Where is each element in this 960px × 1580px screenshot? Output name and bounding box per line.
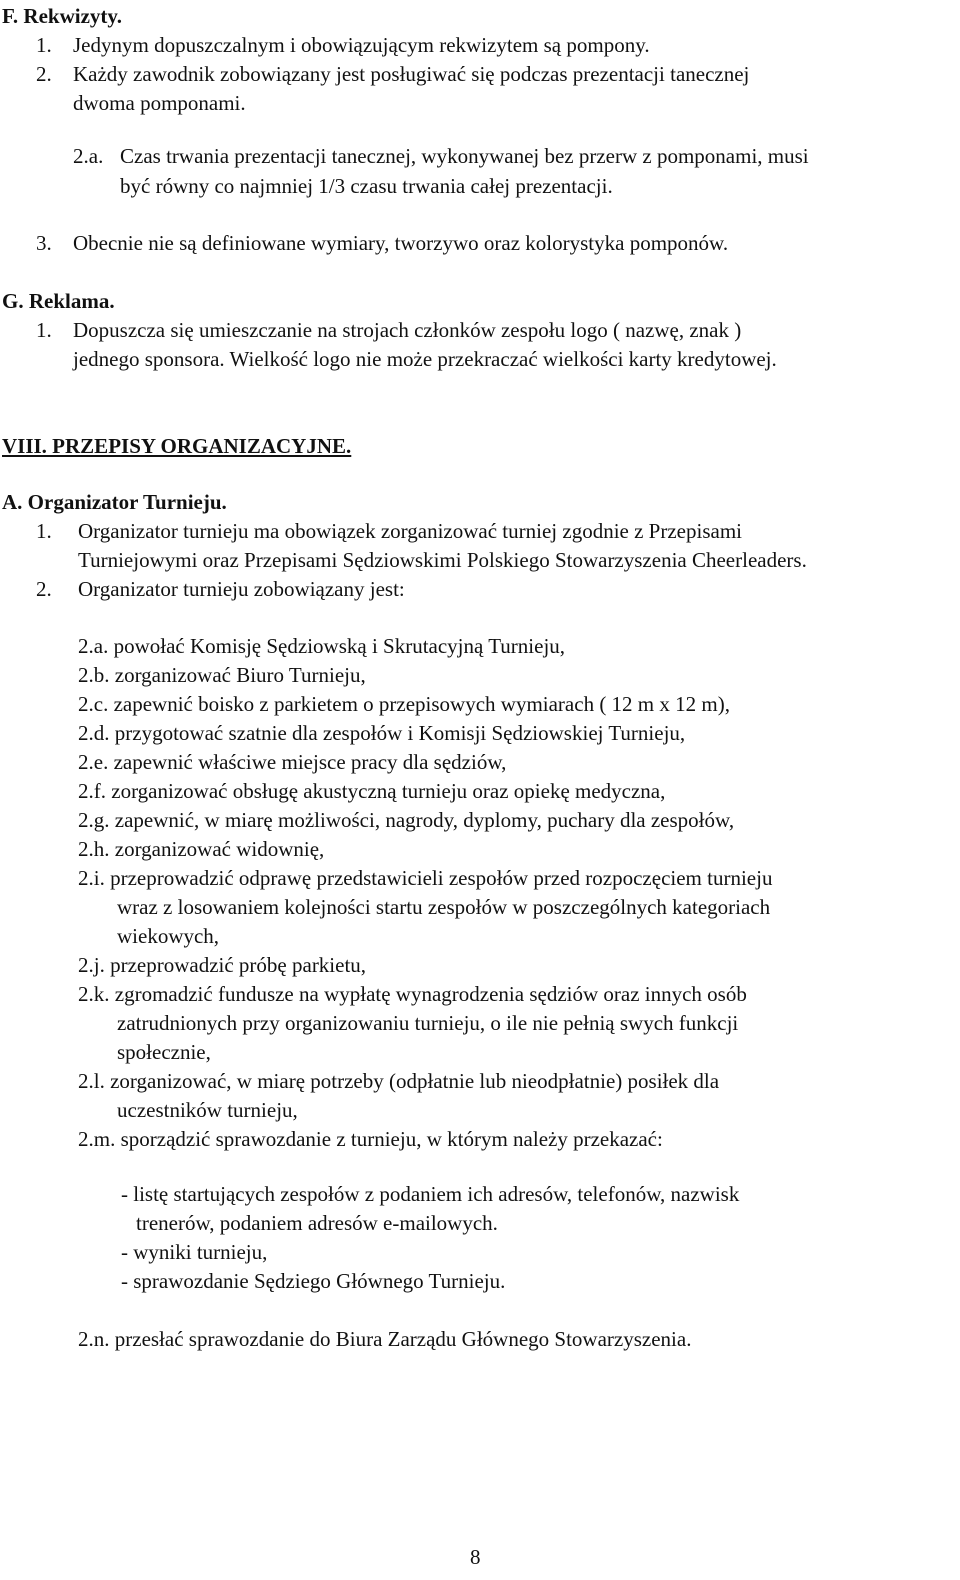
duty-item [78, 690, 938, 719]
report-item: - wyniki turnieju, [121, 1240, 268, 1264]
duty-item [78, 661, 938, 690]
duty-text: sporządzić sprawozdanie z turnieju, w którym należy przekazać: [120, 1127, 663, 1151]
duty-item [78, 719, 938, 748]
duty-item [78, 980, 938, 1009]
item-text-line: Czas trwania prezentacji tanecznej, wykonywanej bez przerw z pomponami, musi [120, 144, 809, 168]
duty-text: przeprowadzić odprawę przedstawicieli zespołów przed rozpoczęciem turnieju [110, 866, 773, 890]
item-number: 2. [36, 62, 52, 86]
item-number: 2. [36, 577, 52, 601]
duty-item [78, 951, 938, 980]
duty-text: zorganizować, w miarę potrzeby (odpłatnie lub nieodpłatnie) posiłek dla [110, 1069, 720, 1093]
duty-number: 2.f. [78, 779, 106, 803]
duty-continuation: wraz z losowaniem kolejności startu zespołów w poszczególnych kategoriach [117, 895, 771, 919]
duty-item-2n [78, 1325, 691, 1354]
item-text: Jedynym dopuszczalnym i obowiązującym rekwizytem są pompony. [73, 33, 650, 57]
duty-item [78, 777, 938, 806]
duty-item [78, 748, 938, 777]
duty-text: zorganizować Biuro Turnieju, [114, 663, 366, 687]
item-number: 1. [36, 519, 52, 543]
duty-number: 2.j. [78, 953, 105, 977]
item-number: 3. [36, 231, 52, 255]
duty-item [78, 806, 938, 835]
duty-number: 2.b. [78, 663, 110, 687]
report-item: - sprawozdanie Sędziego Głównego Turnieju. [121, 1269, 506, 1293]
duty-text: zorganizować widownię, [114, 837, 325, 861]
item-text-line: Turniejowymi oraz Przepisami Sędziowskimi Polskiego Stowarzyszenia Cheerleaders. [78, 548, 807, 572]
item-text-line: Organizator turnieju ma obowiązek zorganizować turniej zgodnie z Przepisami [78, 519, 742, 543]
duty-continuation: wiekowych, [117, 924, 220, 948]
report-item: - listę startujących zespołów z podaniem ich adresów, telefonów, nazwisk [121, 1182, 740, 1206]
item-text: Obecnie nie są definiowane wymiary, tworzywo oraz kolorystyka pomponów. [73, 231, 729, 255]
subsection-a-heading: A. Organizator Turnieju. [2, 490, 227, 514]
duty-text: przesłać sprawozdanie do Biura Zarządu Głównego Stowarzyszenia. [114, 1327, 692, 1351]
duty-number: 2.c. [78, 692, 109, 716]
item-number: 2.a. [73, 144, 104, 168]
duty-text: zorganizować obsługę akustyczną turnieju oraz opiekę medyczna, [111, 779, 666, 803]
section-f-heading: F. Rekwizyty. [2, 4, 122, 28]
duty-text: zapewnić boisko z parkietem o przepisowych wymiarach ( 12 m x 12 m), [113, 692, 730, 716]
item-number: 1. [36, 318, 52, 342]
duty-number: 2.k. [78, 982, 110, 1006]
duty-continuation: społecznie, [117, 1040, 211, 1064]
duty-number: 2.a. [78, 634, 109, 658]
duty-number: 2.m. [78, 1127, 116, 1151]
report-item-continuation: trenerów, podaniem adresów e-mailowych. [136, 1211, 498, 1235]
duty-item [78, 1125, 938, 1154]
duty-number: 2.l. [78, 1069, 105, 1093]
section-viii-heading: VIII. PRZEPISY ORGANIZACYJNE. [2, 434, 352, 458]
item-text-line: jednego sponsora. Wielkość logo nie może przekraczać wielkości karty kredytowej. [73, 347, 777, 371]
duty-number: 2.h. [78, 837, 110, 861]
duty-text: zgromadzić fundusze na wypłatę wynagrodzenia sędziów oraz innych osób [114, 982, 747, 1006]
duty-continuation: uczestników turnieju, [117, 1098, 298, 1122]
duty-text: zapewnić, w miarę możliwości, nagrody, dyplomy, puchary dla zespołów, [114, 808, 735, 832]
duty-text: zapewnić właściwe miejsce pracy dla sędziów, [113, 750, 507, 774]
duty-number: 2.g. [78, 808, 110, 832]
item-text-line: Każdy zawodnik zobowiązany jest posługiwać się podczas prezentacji tanecznej [73, 62, 750, 86]
duty-number: 2.d. [78, 721, 110, 745]
duty-number: 2.i. [78, 866, 105, 890]
item-text: Organizator turnieju zobowiązany jest: [78, 577, 405, 601]
duty-item [78, 632, 938, 661]
duty-text: przygotować szatnie dla zespołów i Komisji Sędziowskiej Turnieju, [114, 721, 686, 745]
duty-number: 2.n. [78, 1327, 110, 1351]
item-number: 1. [36, 33, 52, 57]
duty-item [78, 1067, 938, 1096]
duties-list [78, 632, 938, 1154]
report-items-list [121, 1180, 739, 1296]
duty-continuation: zatrudnionych przy organizowaniu turnieju, o ile nie pełnią swych funkcji [117, 1011, 739, 1035]
duty-item [78, 835, 938, 864]
section-g-heading: G. Reklama. [2, 289, 115, 313]
duty-item [78, 864, 938, 893]
duty-number: 2.e. [78, 750, 109, 774]
duty-text: przeprowadzić próbę parkietu, [110, 953, 367, 977]
item-text-line: być równy co najmniej 1/3 czasu trwania całej prezentacji. [120, 174, 613, 198]
duty-text: powołać Komisję Sędziowską i Skrutacyjną Turnieju, [113, 634, 566, 658]
page-number: 8 [470, 1545, 481, 1569]
item-text-line: Dopuszcza się umieszczanie na strojach członków zespołu logo ( nazwę, znak ) [73, 318, 742, 342]
item-text-line: dwoma pomponami. [73, 91, 246, 115]
